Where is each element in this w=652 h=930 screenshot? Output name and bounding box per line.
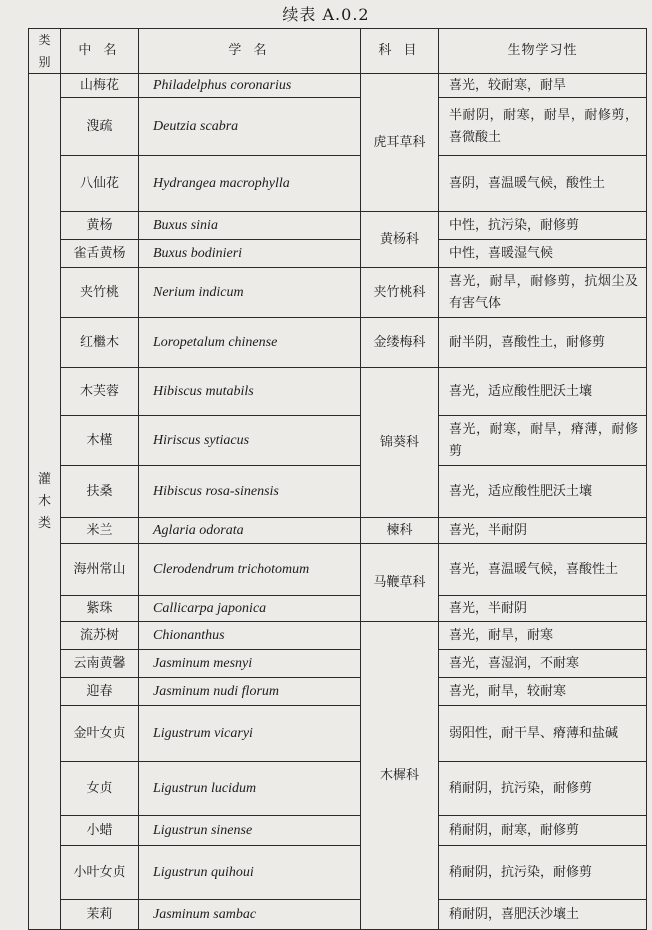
habit-cell: 稍耐阴，抗污染，耐修剪 — [439, 762, 647, 816]
chinese-name: 流苏树 — [61, 622, 139, 650]
table-row — [29, 900, 647, 930]
scientific-name: Jasminum sambac — [139, 900, 361, 930]
chinese-name: 小叶女贞 — [61, 846, 139, 900]
chinese-name: 黄杨 — [61, 212, 139, 240]
scientific-name: Buxus sinia — [139, 212, 361, 240]
chinese-name: 雀舌黄杨 — [61, 240, 139, 268]
habit-cell: 喜光，适应酸性肥沃土壤 — [439, 368, 647, 416]
table-row — [29, 678, 647, 706]
table-row — [29, 416, 647, 466]
chinese-name: 云南黄馨 — [61, 650, 139, 678]
habit-cell: 稍耐阴，喜肥沃沙壤土 — [439, 900, 647, 930]
chinese-name: 扶桑 — [61, 466, 139, 518]
scientific-name: Hydrangea macrophylla — [139, 156, 361, 212]
table-row — [29, 156, 647, 212]
chinese-name: 木槿 — [61, 416, 139, 466]
scientific-name: Callicarpa japonica — [139, 596, 361, 622]
scientific-name: Hiriscus sytiacus — [139, 416, 361, 466]
habit-cell: 喜光，耐旱，耐寒 — [439, 622, 647, 650]
habit-cell: 稍耐阴，抗污染，耐修剪 — [439, 846, 647, 900]
table-row — [29, 762, 647, 816]
table-caption: 续表 A.0.2 — [282, 5, 370, 24]
plant-table — [28, 28, 647, 930]
table-row — [29, 518, 647, 544]
habit-cell: 喜光，耐旱，较耐寒 — [439, 678, 647, 706]
scientific-name: Jasminum mesnyi — [139, 650, 361, 678]
category-char: 灌 — [37, 471, 51, 487]
scientific-name: Deutzia scabra — [139, 98, 361, 156]
chinese-name: 溲疏 — [61, 98, 139, 156]
scientific-name: Hibiscus mutabils — [139, 368, 361, 416]
header-family: 科 目 — [361, 29, 439, 74]
table-row — [29, 596, 647, 622]
category-cell — [29, 74, 61, 930]
chinese-name: 海州常山 — [61, 544, 139, 596]
family-cell: 木樨科 — [361, 622, 439, 930]
habit-cell: 弱阳性，耐干旱、瘠薄和盐碱 — [439, 706, 647, 762]
chinese-name: 紫珠 — [61, 596, 139, 622]
header-row — [29, 29, 647, 74]
habit-cell: 喜光，喜湿润，不耐寒 — [439, 650, 647, 678]
table-row — [29, 544, 647, 596]
header-chinese-name: 中 名 — [61, 29, 139, 74]
habit-cell: 半耐阴，耐寒，耐旱，耐修剪，喜微酸土 — [439, 98, 647, 156]
habit-cell: 喜光，耐寒，耐旱，瘠薄，耐修剪 — [439, 416, 647, 466]
chinese-name: 金叶女贞 — [61, 706, 139, 762]
header-habit: 生物学习性 — [439, 29, 647, 74]
table-row — [29, 650, 647, 678]
header-category: 类别 — [29, 29, 61, 74]
family-cell: 锦葵科 — [361, 368, 439, 518]
table-row — [29, 74, 647, 98]
chinese-name: 小蜡 — [61, 816, 139, 846]
table-row — [29, 622, 647, 650]
habit-cell: 耐半阴，喜酸性土，耐修剪 — [439, 318, 647, 368]
scientific-name: Ligustrum vicaryi — [139, 706, 361, 762]
family-cell: 马鞭草科 — [361, 544, 439, 622]
scientific-name: Chionanthus — [139, 622, 361, 650]
chinese-name: 八仙花 — [61, 156, 139, 212]
scientific-name: Clerodendrum trichotomum — [139, 544, 361, 596]
habit-cell: 喜光，较耐寒，耐旱 — [439, 74, 647, 98]
family-cell: 黄杨科 — [361, 212, 439, 268]
habit-cell: 喜阴，喜温暖气候，酸性土 — [439, 156, 647, 212]
chinese-name: 红檵木 — [61, 318, 139, 368]
scientific-name: Loropetalum chinense — [139, 318, 361, 368]
scientific-name: Aglaria odorata — [139, 518, 361, 544]
category-char: 木 — [37, 493, 51, 509]
family-cell: 夹竹桃科 — [361, 268, 439, 318]
chinese-name: 夹竹桃 — [61, 268, 139, 318]
table-row — [29, 318, 647, 368]
habit-cell: 稍耐阴，耐寒，耐修剪 — [439, 816, 647, 846]
family-cell: 楝科 — [361, 518, 439, 544]
scientific-name: Hibiscus rosa-sinensis — [139, 466, 361, 518]
table-row — [29, 846, 647, 900]
family-cell: 虎耳草科 — [361, 74, 439, 212]
habit-cell: 喜光，喜温暖气候，喜酸性土 — [439, 544, 647, 596]
habit-cell: 中性，抗污染，耐修剪 — [439, 212, 647, 240]
scientific-name: Nerium indicum — [139, 268, 361, 318]
habit-cell: 喜光，适应酸性肥沃土壤 — [439, 466, 647, 518]
table-row — [29, 706, 647, 762]
scientific-name: Ligustrun sinense — [139, 816, 361, 846]
table-row — [29, 816, 647, 846]
category-char: 类 — [37, 515, 51, 531]
chinese-name: 迎春 — [61, 678, 139, 706]
habit-cell: 喜光，半耐阴 — [439, 596, 647, 622]
table-row — [29, 268, 647, 318]
chinese-name: 茉莉 — [61, 900, 139, 930]
scientific-name: Buxus bodinieri — [139, 240, 361, 268]
table-row — [29, 240, 647, 268]
table-row — [29, 466, 647, 518]
header-scientific-name: 学 名 — [139, 29, 361, 74]
habit-cell: 中性，喜暖湿气候 — [439, 240, 647, 268]
chinese-name: 女贞 — [61, 762, 139, 816]
habit-cell: 喜光，半耐阴 — [439, 518, 647, 544]
chinese-name: 木芙蓉 — [61, 368, 139, 416]
family-cell: 金缕梅科 — [361, 318, 439, 368]
table-row — [29, 98, 647, 156]
chinese-name: 米兰 — [61, 518, 139, 544]
chinese-name: 山梅花 — [61, 74, 139, 98]
scientific-name: Philadelphus coronarius — [139, 74, 361, 98]
habit-cell: 喜光，耐旱，耐修剪，抗烟尘及有害气体 — [439, 268, 647, 318]
table-row — [29, 212, 647, 240]
scientific-name: Jasminum nudi florum — [139, 678, 361, 706]
table-row — [29, 368, 647, 416]
scientific-name: Ligustrun lucidum — [139, 762, 361, 816]
scientific-name: Ligustrun quihoui — [139, 846, 361, 900]
